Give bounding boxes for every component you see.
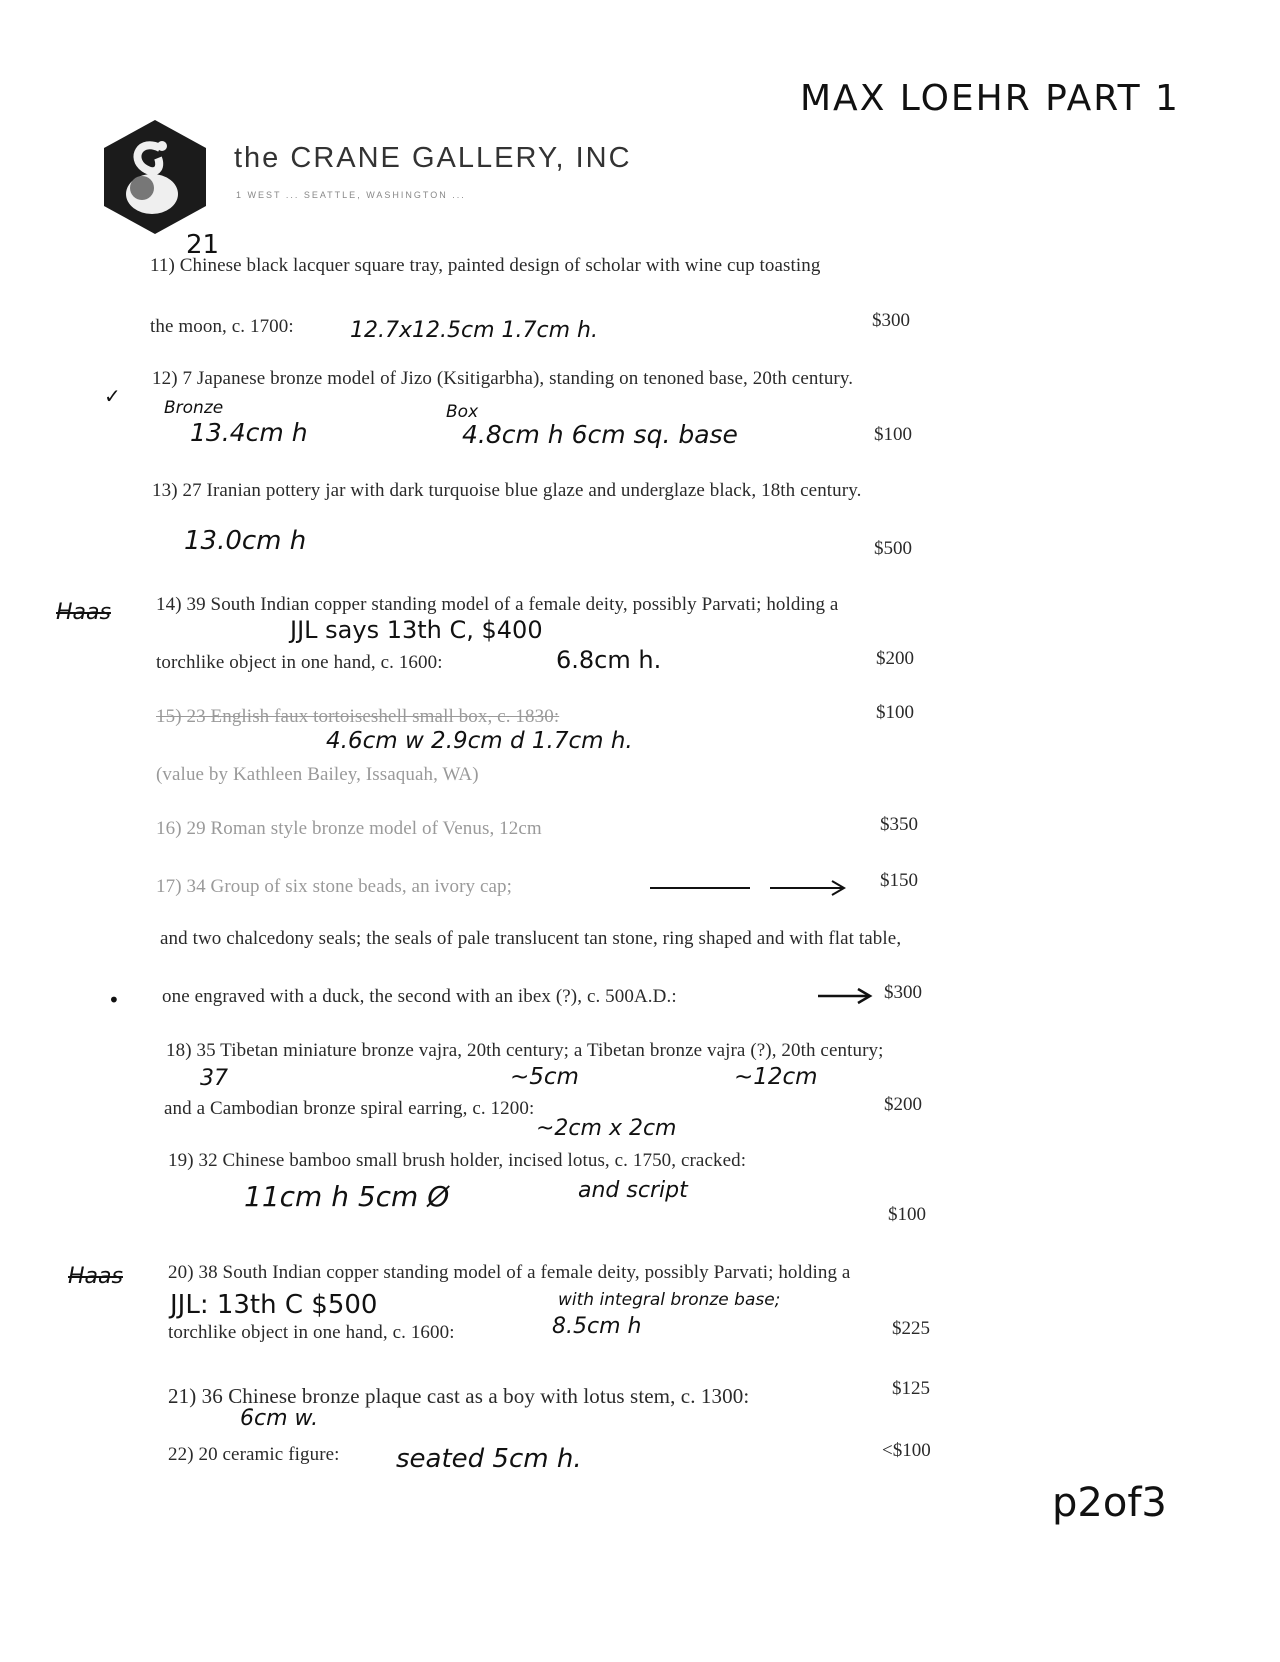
crane-logo-icon [100, 118, 210, 236]
item-price: $100 [888, 1204, 926, 1225]
page-note: p2of3 [1052, 1480, 1167, 1526]
margin-note: Haas [68, 1264, 123, 1289]
handwritten-note: 12.7x12.5cm 1.7cm h. [350, 318, 598, 343]
item-line: 16) 29 Roman style bronze model of Venus, 12cm [156, 818, 542, 839]
item-price: $300 [884, 982, 922, 1003]
arrow-icon [818, 986, 878, 1006]
item-line: 18) 35 Tibetan miniature bronze vajra, 20th century; a Tibetan bronze vajra (?), 20th century; [166, 1040, 884, 1061]
check-mark: ✓ [104, 384, 121, 408]
handwritten-note: and script [578, 1178, 688, 1203]
handwritten-note: ~5cm [510, 1064, 579, 1090]
item-price: $300 [872, 310, 910, 331]
handwritten-title: MAX LOEHR PART 1 [800, 78, 1180, 119]
handwritten-note: 6cm w. [240, 1406, 319, 1431]
handwritten-note: 6.8cm h. [556, 646, 662, 674]
item-price: $225 [892, 1318, 930, 1339]
bullet-mark: • [108, 988, 120, 1012]
handwritten-note: 4.6cm w 2.9cm d 1.7cm h. [326, 728, 633, 754]
item-price: <$100 [882, 1440, 931, 1461]
item-line: 19) 32 Chinese bamboo small brush holder, incised lotus, c. 1750, cracked: [168, 1150, 747, 1171]
handwritten-note: 13.4cm h [190, 418, 308, 447]
handwritten-note: 11cm h 5cm Ø [244, 1180, 450, 1213]
gallery-address: 1 WEST ... SEATTLE, WASHINGTON ... [236, 190, 466, 200]
item-line: 14) 39 South Indian copper standing model of a female deity, possibly Parvati; holding a [156, 594, 839, 615]
item-line: one engraved with a duck, the second with an ibex (?), c. 500A.D.: [162, 986, 677, 1007]
item-price: $500 [874, 538, 912, 559]
item-line: 15) 23 English faux tortoiseshell small box, c. 1830: [156, 706, 560, 727]
handwritten-note: 13.0cm h [184, 526, 307, 556]
handwritten-note: ~12cm [734, 1064, 818, 1090]
handwritten-note: 37 [200, 1066, 228, 1091]
item-price: $100 [874, 424, 912, 445]
item-price: $100 [876, 702, 914, 723]
item-line: and a Cambodian bronze spiral earring, c. 1200: [164, 1098, 535, 1119]
arrow-icon [650, 878, 850, 898]
item-line: torchlike object in one hand, c. 1600: [156, 652, 443, 673]
handwritten-note: JJL says 13th C, $400 [290, 616, 543, 644]
handwritten-note: seated 5cm h. [396, 1444, 582, 1474]
handwritten-note: ~2cm x 2cm [536, 1116, 677, 1141]
item-line: 13) 27 Iranian pottery jar with dark turquoise blue glaze and underglaze black, 18th century. [152, 480, 862, 501]
item-price: $200 [884, 1094, 922, 1115]
item-line: 11) Chinese black lacquer square tray, painted design of scholar with wine cup toasting [150, 255, 821, 276]
item-line: (value by Kathleen Bailey, Issaquah, WA) [156, 764, 479, 785]
margin-note: Haas [56, 600, 111, 625]
item-price: $150 [880, 870, 918, 891]
handwritten-label: Box [446, 402, 479, 422]
item-line: 12) 7 Japanese bronze model of Jizo (Ksitigarbha), standing on tenoned base, 20th century. [152, 368, 854, 389]
item-number-note: 21 [186, 230, 220, 260]
item-line: 17) 34 Group of six stone beads, an ivory cap; [156, 876, 513, 897]
item-price: $200 [876, 648, 914, 669]
item-line: the moon, c. 1700: [150, 316, 294, 337]
item-price: $350 [880, 814, 918, 835]
handwritten-label: Bronze [164, 398, 224, 418]
item-line: torchlike object in one hand, c. 1600: [168, 1322, 455, 1343]
gallery-name: the CRANE GALLERY, INC [234, 142, 632, 174]
handwritten-note: 4.8cm h 6cm sq. base [462, 420, 738, 449]
item-line: 21) 36 Chinese bronze plaque cast as a boy with lotus stem, c. 1300: [168, 1384, 750, 1408]
item-line: 20) 38 South Indian copper standing model of a female deity, possibly Parvati; holding a [168, 1262, 851, 1283]
handwritten-note: with integral bronze base; [558, 1290, 781, 1310]
item-line: and two chalcedony seals; the seals of pale translucent tan stone, ring shaped and with flat table, [160, 928, 902, 949]
handwritten-note: 8.5cm h [552, 1314, 642, 1339]
item-line: 22) 20 ceramic figure: [168, 1444, 340, 1465]
item-price: $125 [892, 1378, 930, 1399]
handwritten-note: JJL: 13th C $500 [170, 1290, 378, 1320]
